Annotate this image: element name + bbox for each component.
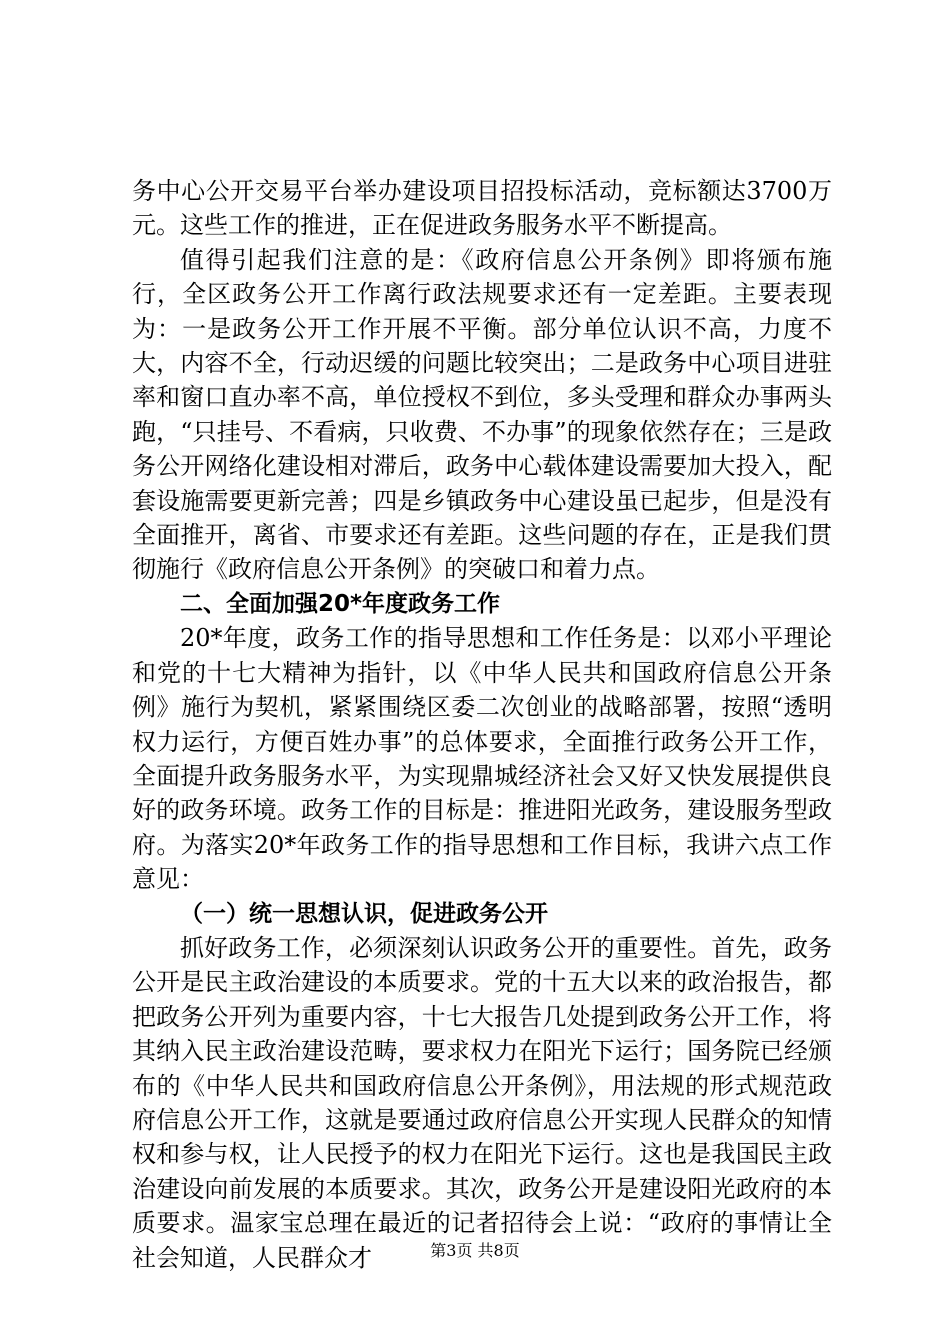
paragraph-issues: 值得引起我们注意的是：《政府信息公开条例》即将颁布施行，全区政务公开工作离行政法规要求还有一定差距。主要表现为：一是政务公开工作开展不平衡。部分单位认识不高，力度不大，内容不全，行动迟缓的问题比较突出；二是政务中心项目进驻率和窗口直办率不高，单位授权不到位，多头受理和群众办事两头跑，“只挂号、不看病，只收费、不办事”的现象依然存在；三是政务公开网络化建设相对滞后，政务中心载体建设需要加大投入，配套设施需要更新完善；四是乡镇政务中心建设虽已起步，但是没有全面推开，离省、市要求还有差距。这些问题的存在，正是我们贯彻施行《政府信息公开条例》的突破口和着力点。 bbox=[132, 245, 832, 584]
page-footer bbox=[0, 1241, 950, 1261]
paragraph-continuation: 务中心公开交易平台举办建设项目招投标活动，竞标额达3700万元。这些工作的推进，正在促进政务服务水平不断提高。 bbox=[132, 177, 832, 240]
subsection-heading: （一）统一思想认识，促进政务公开 bbox=[180, 900, 548, 927]
document-body bbox=[132, 174, 832, 1275]
paragraph-guiding-principles: 20*年度，政务工作的指导思想和工作任务是：以邓小平理论和党的十七大精神为指针，以《中华人民共和国政府信息公开条例》施行为契机，紧紧围绕区委二次创业的战略部署，按照“透明权力运行，方便百姓办事”的总体要求，全面推行政务公开工作，全面提升政务服务水平，为实现鼎城经济社会又好又快发展提供良好的政务环境。政务工作的目标是：推进阳光政务，建设服务型政府。为落实20*年政务工作的指导思想和工作目标，我讲六点工作意见： bbox=[132, 624, 832, 894]
section-heading: 二、全面加强20*年度政务工作 bbox=[180, 590, 501, 617]
paragraph-importance: 抓好政务工作，必须深刻认识政务公开的重要性。首先，政务公开是民主政治建设的本质要求。党的十五大以来的政治报告，都把政务公开列为重要内容，十七大报告几处提到政务公开工作，将其纳入民主政治建设范畴，要求权力在阳光下运行；国务院已经颁布的《中华人民共和国政府信息公开条例》，用法规的形式规范政府信息公开工作，这就是要通过政府信息公开实现人民群众的知情权和参与权，让人民授予的权力在阳光下运行。这也是我国民主政治建设向前发展的本质要求。其次，政务公开是建设阳光政府的本质要求。温家宝总理在最近的记者招待会上说：“政府的事情让全社会知道，人民群众才 bbox=[132, 933, 832, 1272]
page-number: 第3页 共8页 bbox=[430, 1241, 520, 1260]
